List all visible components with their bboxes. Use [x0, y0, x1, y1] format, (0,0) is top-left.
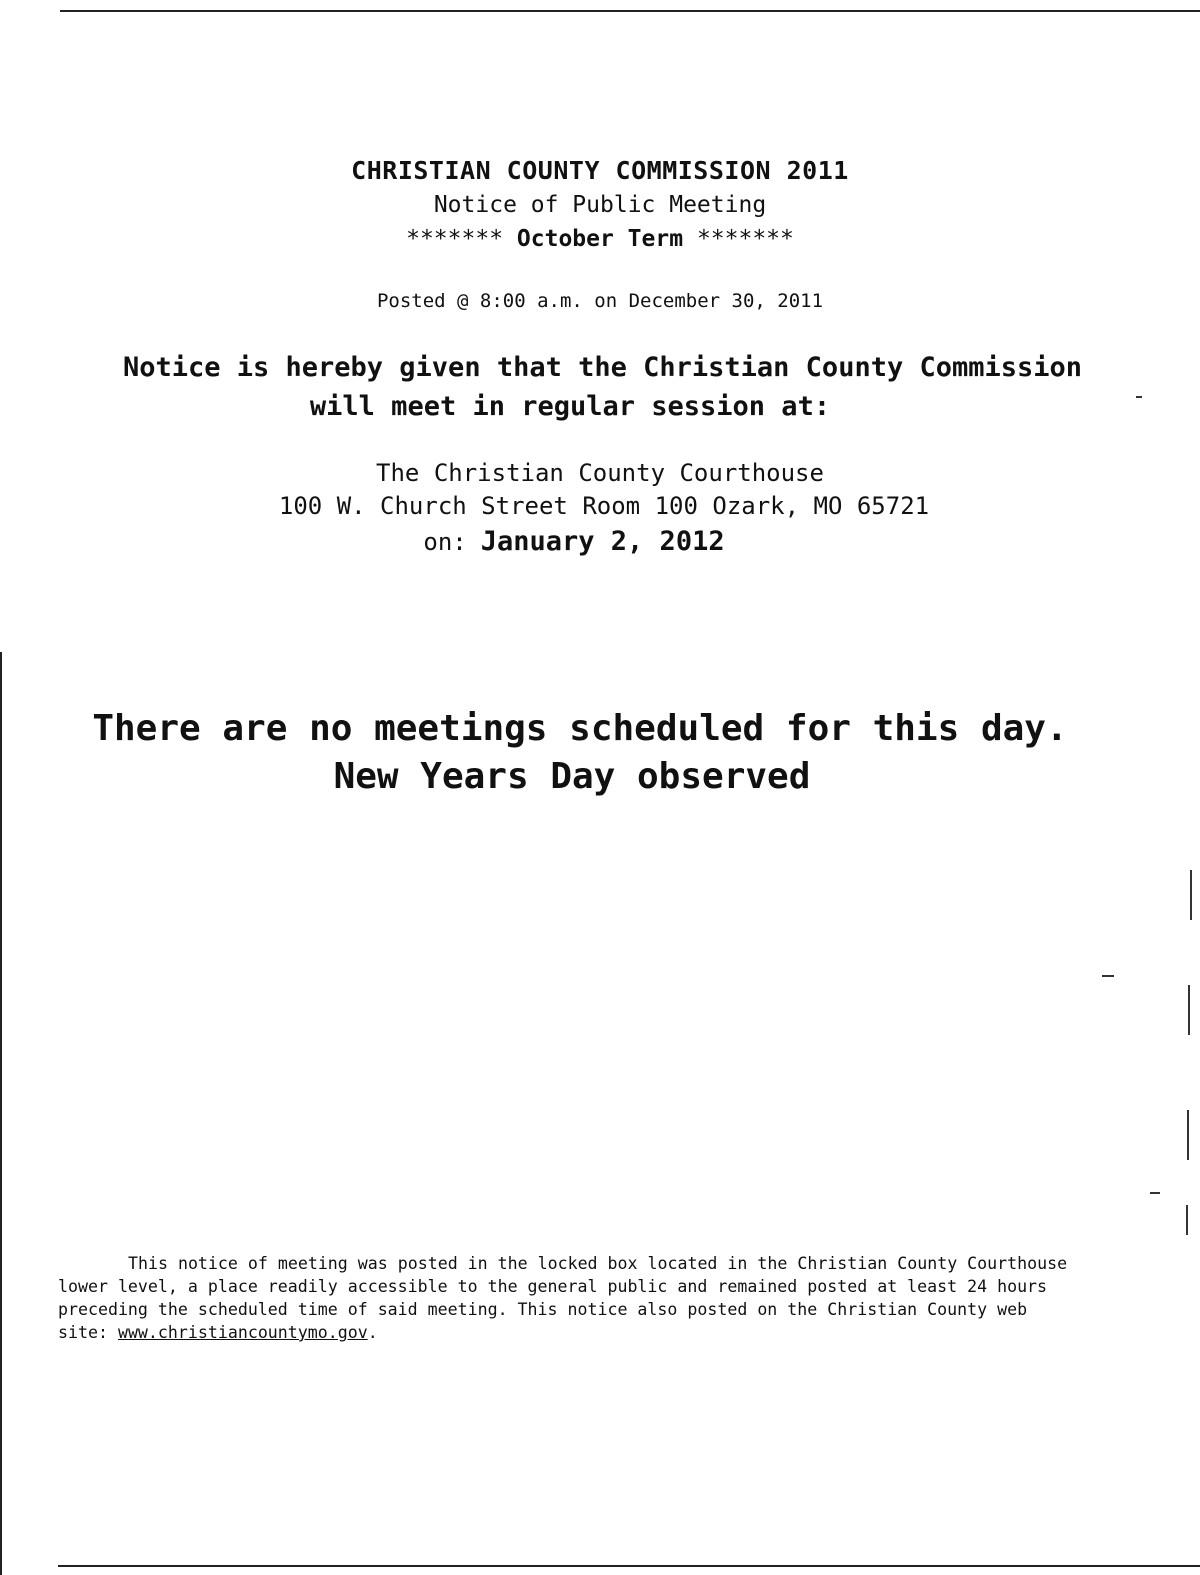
no-meetings-message: There are no meetings scheduled for this day.	[92, 708, 1068, 749]
scan-mark	[1188, 985, 1190, 1035]
scan-mark	[1186, 1205, 1188, 1235]
scan-mark	[1150, 1192, 1160, 1194]
term-stars-right: *******	[696, 226, 794, 252]
posting-statement-line-1: This notice of meeting was posted in the locked box located in the Christian County Courthouse	[128, 1254, 1068, 1273]
meeting-date-line	[0, 526, 1174, 557]
scan-mark	[1187, 1110, 1189, 1160]
on-label: on:	[423, 528, 467, 556]
term-stars-left: *******	[406, 226, 504, 252]
posted-timestamp: Posted @ 8:00 a.m. on December 30, 2011	[376, 290, 824, 312]
scan-edge-bottom	[58, 1565, 1200, 1567]
location-building: The Christian County Courthouse	[376, 459, 824, 487]
holiday-message: New Years Day observed	[333, 756, 811, 797]
posting-statement-line-3: preceding the scheduled time of said meeting. This notice also posted on the Christian County web	[58, 1300, 1028, 1319]
posting-statement-line-2: lower level, a place readily accessible to the general public and remained posted at least 24 hours	[58, 1277, 1048, 1296]
term-name: October Term	[516, 226, 684, 252]
website-link[interactable]: www.christiancountymo.gov	[117, 1323, 368, 1342]
notice-subtitle: Notice of Public Meeting	[433, 192, 767, 218]
posting-statement	[58, 1252, 1148, 1344]
scan-edge-top	[60, 10, 1200, 12]
commission-title: CHRISTIAN COUNTY COMMISSION 2011	[351, 156, 849, 185]
scan-mark	[1102, 975, 1114, 977]
notice-line-2: will meet in regular session at:	[309, 391, 831, 422]
posting-statement-line-4: site: www.christiancountymo.gov.	[58, 1323, 378, 1342]
term-line	[0, 226, 1200, 252]
meeting-date: January 2, 2012	[480, 526, 725, 557]
location-address: 100 W. Church Street Room 100 Ozark, MO 65721	[278, 492, 930, 520]
scan-mark	[1190, 870, 1192, 920]
notice-line-1: Notice is hereby given that the Christian County Commission	[122, 352, 1083, 383]
